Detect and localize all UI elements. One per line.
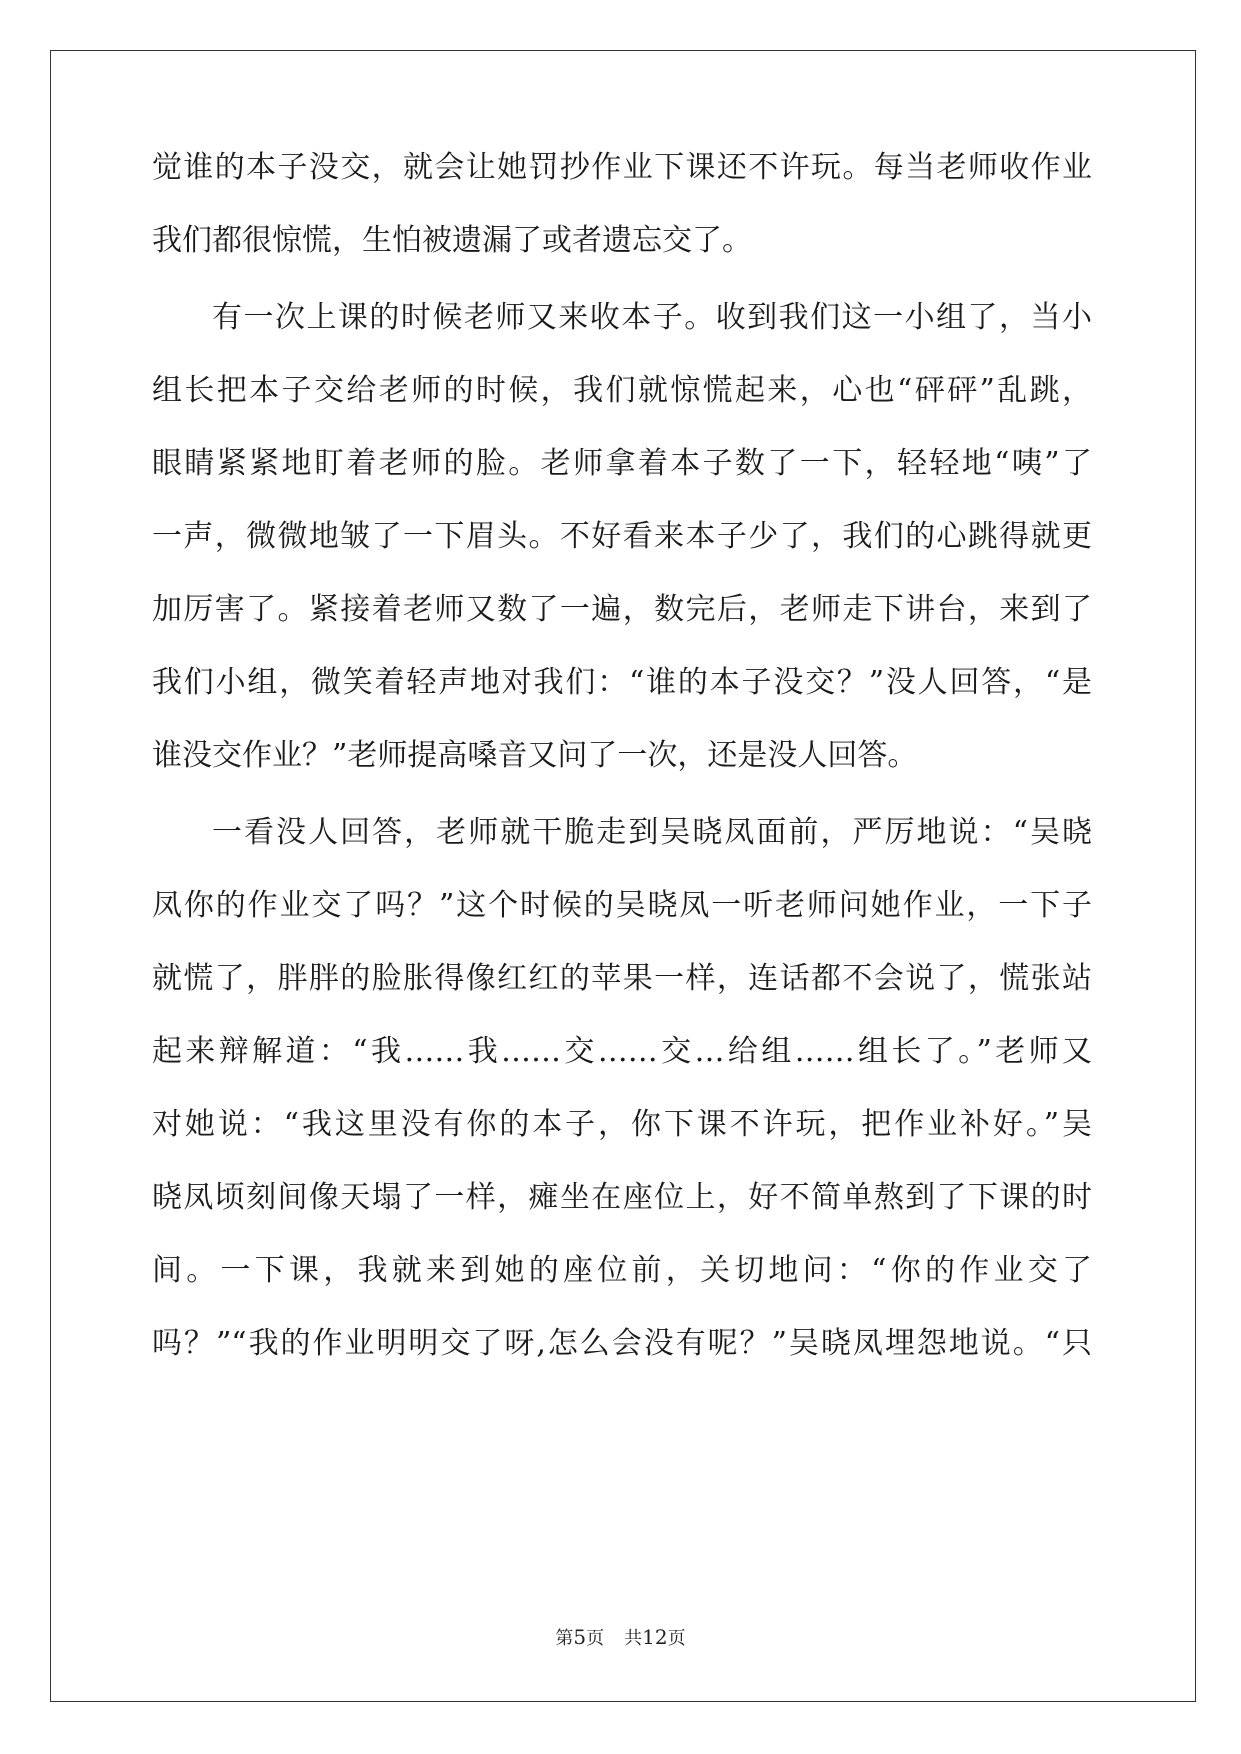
text-line: 眼睛紧紧地盯着老师的脸。老师拿着本子数了一下，轻轻地“咦”了	[152, 446, 1092, 481]
page-footer	[0, 1625, 1241, 1651]
text-line: 对她说：“我这里没有你的本子，你下课不许玩，把作业补好。”吴	[152, 1107, 1092, 1142]
text-line: 谁没交作业？”老师提高嗓音又问了一次，还是没人回答。	[152, 738, 918, 773]
total-pages: 12	[642, 1625, 668, 1649]
page-prefix: 第	[555, 1628, 574, 1649]
text-line: 组长把本子交给老师的时候，我们就惊慌起来，心也“砰砰”乱跳，	[152, 373, 1092, 408]
text-line: 一看没人回答，老师就干脆走到吴晓凤面前，严厉地说：“吴晓	[212, 815, 1092, 850]
text-line: 一声，微微地皱了一下眉头。不好看来本子少了，我们的心跳得就更	[152, 519, 1092, 554]
text-line: 起来辩解道：“我……我……交……交…给组……组长了。”老师又	[152, 1034, 1092, 1069]
total-prefix: 共	[624, 1628, 643, 1649]
text-line: 晓凤顷刻间像天塌了一样，瘫坐在座位上，好不简单熬到了下课的时	[152, 1180, 1092, 1215]
text-line: 有一次上课的时候老师又来收本子。收到我们这一小组了，当小	[212, 300, 1092, 335]
page-suffix: 页	[586, 1628, 605, 1649]
text-line: 我们都很惊慌，生怕被遗漏了或者遗忘交了。	[152, 223, 752, 258]
text-line: 觉谁的本子没交，就会让她罚抄作业下课还不许玩。每当老师收作业	[152, 150, 1092, 185]
text-line: 间。一下课，我就来到她的座位前，关切地问：“你的作业交了	[152, 1253, 1092, 1288]
total-suffix: 页	[667, 1628, 686, 1649]
text-line: 就慌了，胖胖的脸胀得像红红的苹果一样，连话都不会说了，慌张站	[152, 961, 1092, 996]
page-number: 5	[573, 1625, 587, 1649]
text-line: 凤你的作业交了吗？”这个时候的吴晓凤一听老师问她作业，一下子	[152, 888, 1092, 923]
text-line: 吗？”“我的作业明明交了呀,怎么会没有呢？”吴晓凤埋怨地说。“只	[152, 1326, 1092, 1361]
text-line: 我们小组，微笑着轻声地对我们：“谁的本子没交？”没人回答，“是	[152, 665, 1092, 700]
text-line: 加厉害了。紧接着老师又数了一遍，数完后，老师走下讲台，来到了	[152, 592, 1092, 627]
